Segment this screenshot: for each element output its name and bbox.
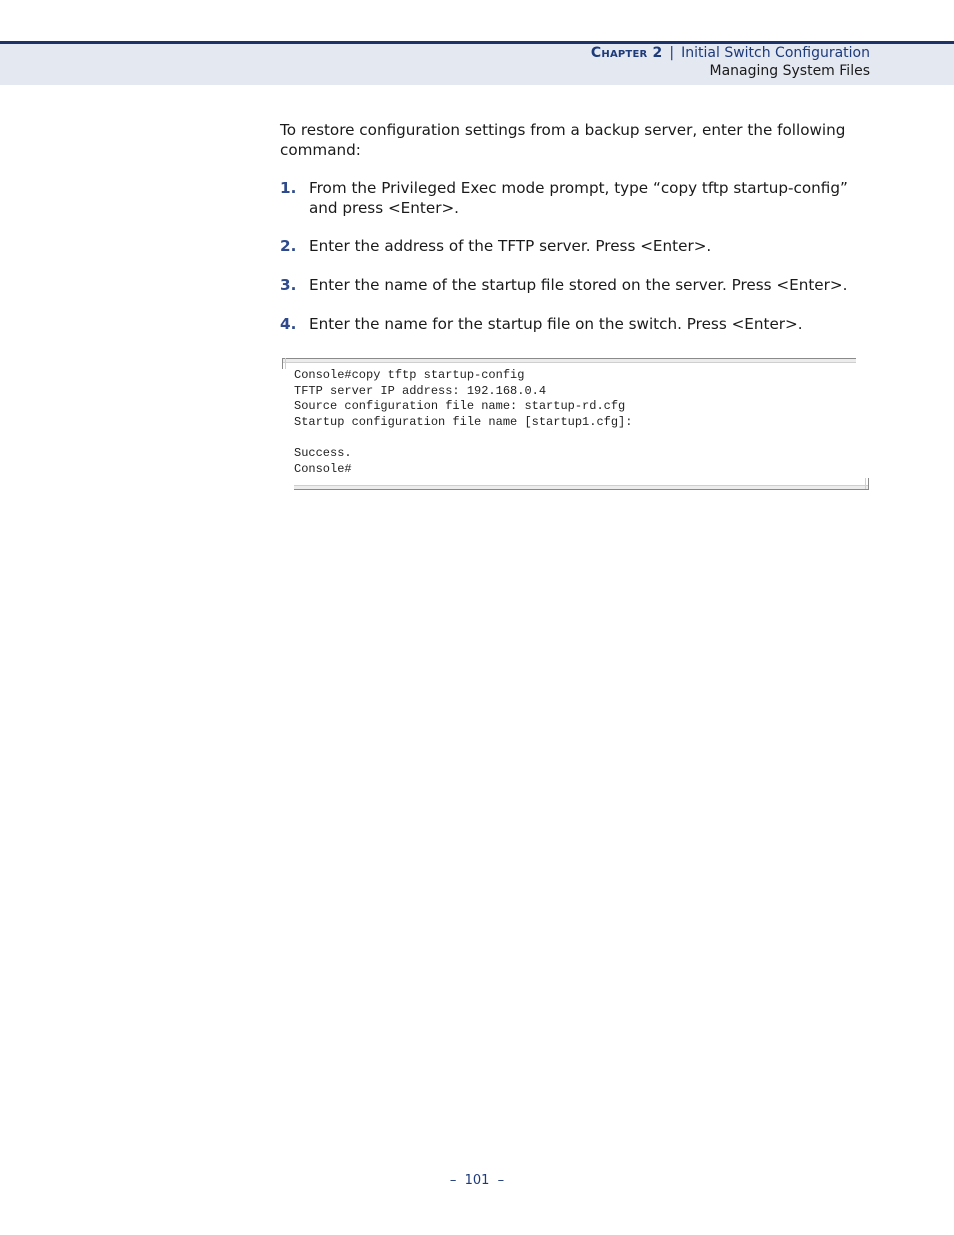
running-header-chapter [591, 45, 870, 62]
code-corner-right [865, 478, 869, 489]
step-number: 3. [280, 276, 297, 294]
chapter-label: Chapter 2 [590, 45, 663, 61]
step-text: Enter the name of the startup file stored on the server. Press <Enter>. [309, 276, 848, 294]
console-line: Source configuration file name: startup-rd.cfg [294, 399, 626, 414]
step-number: 4. [280, 315, 297, 333]
procedure-steps [280, 178, 880, 334]
step-item [280, 314, 880, 334]
step-number: 1. [280, 179, 297, 197]
intro-paragraph: To restore configuration settings from a backup server, enter the following command: [280, 121, 846, 159]
step-item [280, 275, 880, 295]
console-line: Console# [294, 461, 352, 476]
console-line: TFTP server IP address: 192.168.0.4 [294, 383, 547, 398]
step-text: From the Privileged Exec mode prompt, type “copy tftp startup-config” and press <Enter>. [309, 179, 848, 217]
step-item [280, 178, 880, 218]
header-separator: | [669, 45, 675, 61]
step-item [280, 236, 880, 256]
console-line: Startup configuration file name [startup1.cfg]: [294, 414, 633, 429]
console-line: Success. [294, 445, 352, 460]
step-text: Enter the name for the startup file on the switch. Press <Enter>. [309, 315, 803, 333]
console-example [282, 358, 869, 490]
chapter-title: Initial Switch Configuration [681, 45, 870, 61]
code-rule-bottom [294, 485, 869, 490]
running-header-section: Managing System Files [709, 63, 870, 79]
step-text: Enter the address of the TFTP server. Press <Enter>. [309, 237, 712, 255]
code-rule-top [282, 358, 856, 363]
console-output [294, 368, 632, 477]
console-line: Console#copy tftp startup-config [294, 368, 525, 382]
page-number: – 101 – [449, 1173, 505, 1188]
code-corner-left [282, 358, 286, 369]
step-number: 2. [280, 237, 297, 255]
